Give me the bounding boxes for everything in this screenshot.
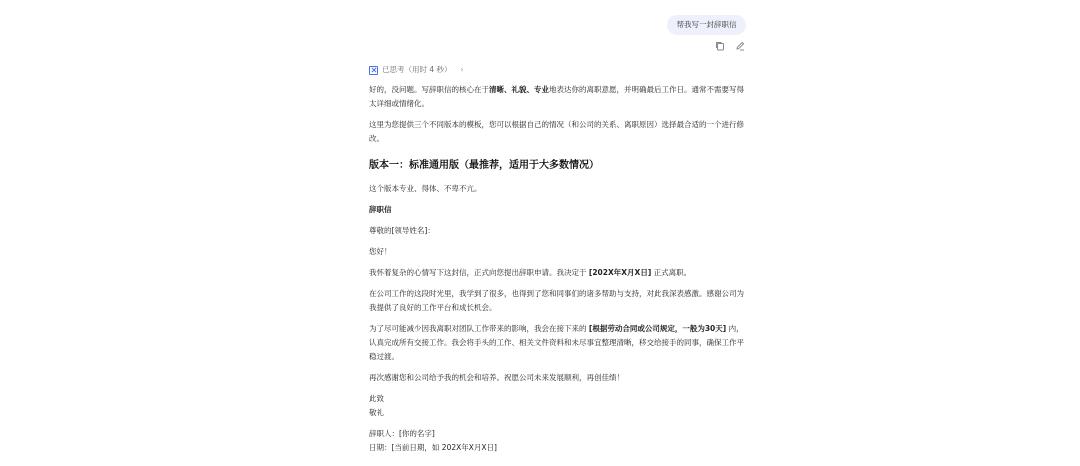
user-message-bubble: 帮我写一封辞职信 xyxy=(667,15,746,35)
letter-closing-2: 敬礼 xyxy=(369,408,384,417)
letter-salutation: 尊敬的[领导姓名]： xyxy=(369,226,435,235)
letter-signer: 辞职人：[你的名字] xyxy=(369,429,435,438)
intro-paragraph-2: 这里为您提供三个不同版本的模板，您可以根据自己的情况（和公司的关系、离职原因）选择最合适的一个进行修改。 xyxy=(369,120,744,143)
letter-date: 日期：[当前日期，如 202X年X月X日] xyxy=(369,443,497,452)
thought-label: 已思考（用时 4 秒） xyxy=(382,65,452,74)
version-one-description: 这个版本专业、得体、不卑不亢。 xyxy=(369,184,482,193)
copy-icon[interactable] xyxy=(714,40,726,52)
intro-paragraph-1: 好的，没问题。写辞职信的核心在于清晰、礼貌、专业地表达你的离职意愿，并明确最后工作日。通常不需要写得太详细或情绪化。 xyxy=(369,85,744,108)
letter-paragraph-4: 再次感谢您和公司给予我的机会和培养。祝愿公司未来发展顺利，再创佳绩！ xyxy=(369,373,624,382)
letter-closing-1: 此致 xyxy=(369,394,384,403)
letter-title: 辞职信 xyxy=(369,205,392,214)
thought-toggle[interactable] xyxy=(369,63,751,77)
assistant-response xyxy=(369,63,751,455)
message-actions xyxy=(714,40,746,52)
version-one-heading: 版本一：标准通用版（最推荐，适用于大多数情况） xyxy=(369,160,599,171)
chevron-right-icon: › xyxy=(460,65,464,74)
letter-paragraph-3: 为了尽可能减少因我离职对团队工作带来的影响，我会在接下来的 [根据劳动合同或公司规定，一般为30天] 内，认真完成所有交接工作。我会将手头的工作、相关文件资料和未尽事宜整理清晰，移交给接手的同事，确保工作平稳过渡。 xyxy=(369,324,744,361)
letter-paragraph-2: 在公司工作的这段时光里，我学到了很多，也得到了您和同事们的诸多帮助与支持，对此我深表感激。感谢公司为我提供了良好的工作平台和成长机会。 xyxy=(369,289,744,312)
thinking-icon xyxy=(369,66,378,75)
letter-paragraph-1: 我怀着复杂的心情写下这封信，正式向您提出辞职申请。我决定于 [202X年X月X日] 正式离职。 xyxy=(369,268,692,277)
edit-icon[interactable] xyxy=(734,40,746,52)
letter-greeting: 您好！ xyxy=(369,247,392,256)
